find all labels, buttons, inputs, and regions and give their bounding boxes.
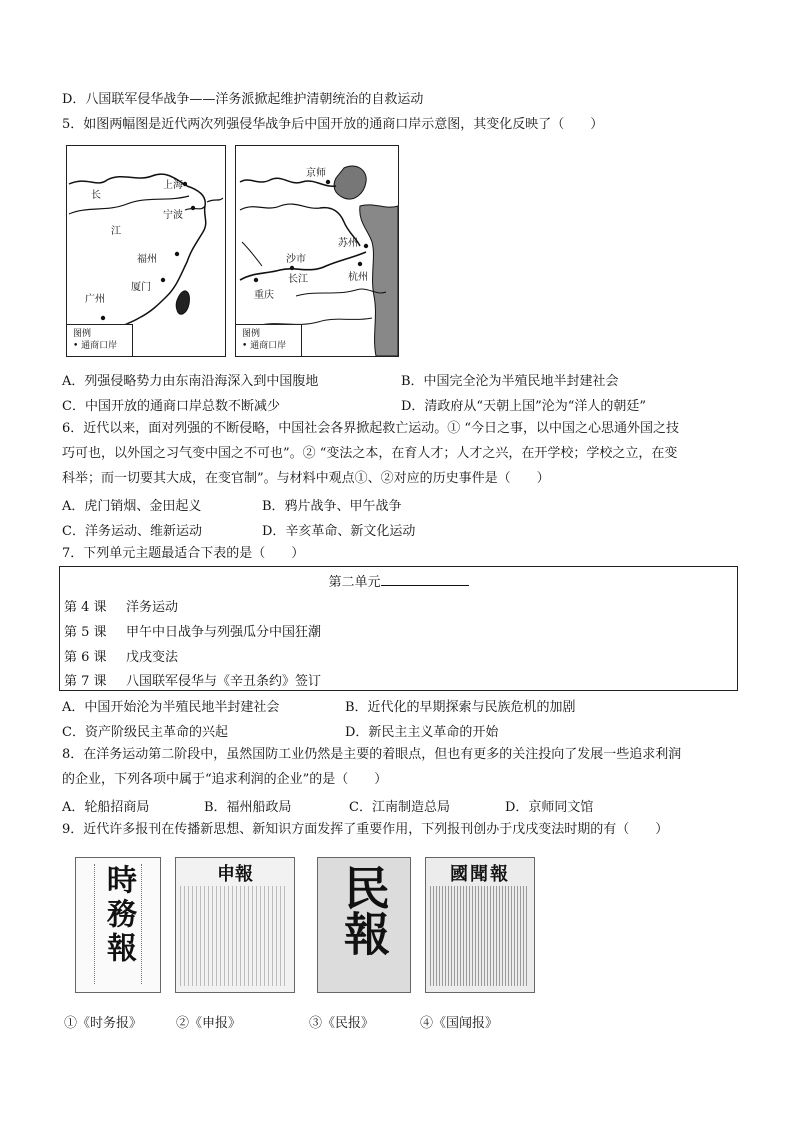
unit-title-row — [60, 571, 737, 590]
map-2-label-shashi: 沙市 — [286, 254, 306, 265]
lesson-title: 甲午中日战争与列强瓜分中国狂潮 — [126, 625, 322, 640]
map-1-label-shanghai: 上海 — [163, 180, 183, 191]
unit-table — [59, 566, 738, 691]
q7-stem: 7．下列单元主题最适合下表的是（ ） — [62, 546, 305, 561]
q6-stem-line-1: 6．近代以来，面对列强的不断侵略，中国社会各界掀起救亡运动。① “今日之事，以中国之心思通外国之技 — [62, 421, 680, 436]
q8-stem-line-2: 的企业，下列各项中属于“追求利润的企业”的是（ ） — [62, 772, 388, 787]
q4-option-d: D．八国联军侵华战争——洋务派掀起维护清朝统治的自救运动 — [62, 92, 424, 107]
map-1-label-chang: 长 — [91, 190, 101, 201]
shenbao-masthead: 申報 — [217, 864, 253, 885]
lesson-row — [64, 621, 321, 640]
q5-option-b[interactable]: B．中国完全沦为半殖民地半封建社会 — [401, 374, 619, 389]
q6-option-d[interactable]: D．辛亥革命、新文化运动 — [262, 524, 416, 539]
map-1-label-guangzhou: 广州 — [85, 294, 105, 305]
map-2-label-changjiang: 长江 — [288, 274, 308, 285]
shenbao-caption: ②《申报》 — [176, 1016, 242, 1031]
map-1-label-jiang: 江 — [111, 226, 121, 237]
map-1-legend-item: • 通商口岸 — [73, 341, 118, 351]
q7-option-d[interactable]: D．新民主主义革命的开始 — [345, 725, 499, 740]
minbao-image — [317, 857, 411, 993]
q7-option-c[interactable]: C．资产阶级民主革命的兴起 — [62, 725, 228, 740]
guowenbao-caption: ④《国闻报》 — [420, 1016, 499, 1031]
shiwubao-caption: ①《时务报》 — [64, 1016, 143, 1031]
q7-option-b[interactable]: B．近代化的早期探索与民族危机的加剧 — [345, 700, 576, 715]
q5-option-d[interactable]: D．清政府从“天朝上国”沦为“洋人的朝廷” — [401, 399, 647, 414]
map-1-legend — [67, 324, 133, 356]
lesson-number: 第 6 课 — [64, 650, 107, 665]
lesson-title: 洋务运动 — [126, 600, 179, 615]
map-2-legend-title: 图例 — [242, 329, 261, 339]
shenbao-image — [175, 857, 295, 993]
unit-title-blank — [381, 571, 469, 586]
lesson-row — [64, 646, 178, 665]
q5-option-a[interactable]: A．列强侵略势力由东南沿海深入到中国腹地 — [62, 374, 319, 389]
lesson-row — [64, 670, 321, 689]
lesson-number: 第 4 课 — [64, 600, 107, 615]
q6-option-b[interactable]: B．鸦片战争、甲午战争 — [262, 499, 402, 514]
map-1-label-fuzhou: 福州 — [137, 254, 157, 265]
map-1-label-xiamen: 厦门 — [131, 282, 151, 293]
map-2-legend — [236, 324, 302, 356]
map-2-label-suzhou: 苏州 — [338, 238, 358, 249]
lesson-number: 第 5 课 — [64, 625, 107, 640]
map-2-label-jingshi: 京师 — [306, 168, 326, 179]
q5-stem: 5．如图两幅图是近代两次列强侵华战争后中国开放的通商口岸示意图，其变化反映了（ ） — [62, 117, 604, 132]
lesson-number: 第 7 课 — [64, 674, 107, 689]
map-2-label-hangzhou: 杭州 — [348, 272, 368, 283]
unit-title: 第二单元 — [328, 575, 381, 590]
q8-stem-line-1: 8．在洋务运动第二阶段中，虽然国防工业仍然是主要的着眼点，但也有更多的关注投向了发展一些追求利润 — [62, 747, 682, 762]
lesson-title: 戊戌变法 — [126, 650, 179, 665]
q8-option-a[interactable]: A．轮船招商局 — [62, 800, 150, 815]
q6-stem-line-2: 巧可也，以外国之习气变中国之不可也”。② “变法之本，在育人才；人才之兴，在开学校；学校之立，在变 — [62, 446, 678, 461]
q7-option-a[interactable]: A．中国开始沦为半殖民地半封建社会 — [62, 700, 280, 715]
q6-option-a[interactable]: A．虎门销烟、金田起义 — [62, 499, 202, 514]
lesson-title: 八国联军侵华与《辛丑条约》签订 — [126, 674, 322, 689]
q8-option-b[interactable]: B．福州船政局 — [204, 800, 292, 815]
guowenbao-image — [425, 857, 535, 993]
guowenbao-masthead: 國聞報 — [450, 864, 510, 885]
map-1-legend-title: 图例 — [73, 329, 92, 339]
minbao-caption: ③《民报》 — [309, 1016, 375, 1031]
minbao-masthead: 民報 — [337, 864, 391, 956]
q8-option-c[interactable]: C．江南制造总局 — [349, 800, 450, 815]
q8-option-d[interactable]: D．京师同文馆 — [505, 800, 594, 815]
map-2-legend-item: • 通商口岸 — [242, 341, 287, 351]
q5-option-c[interactable]: C．中国开放的通商口岸总数不断减少 — [62, 399, 280, 414]
shiwubao-image — [75, 857, 161, 993]
q6-stem-line-3: 科举；而一切要其大成，在变官制”。与材料中观点①、②对应的历史事件是（ ） — [62, 471, 550, 486]
shiwubao-masthead: 時務報 — [101, 864, 136, 966]
q6-option-c[interactable]: C．洋务运动、维新运动 — [62, 524, 202, 539]
map-1-label-ningbo: 宁波 — [163, 210, 183, 221]
trade-port-map-2 — [235, 145, 399, 357]
map-2-label-chongqing: 重庆 — [254, 290, 274, 301]
trade-port-map-1 — [66, 145, 226, 357]
lesson-row — [64, 596, 178, 615]
q9-stem: 9．近代许多报刊在传播新思想、新知识方面发挥了重要作用，下列报刊创办于戊戌变法时期的有（ ） — [62, 822, 669, 837]
